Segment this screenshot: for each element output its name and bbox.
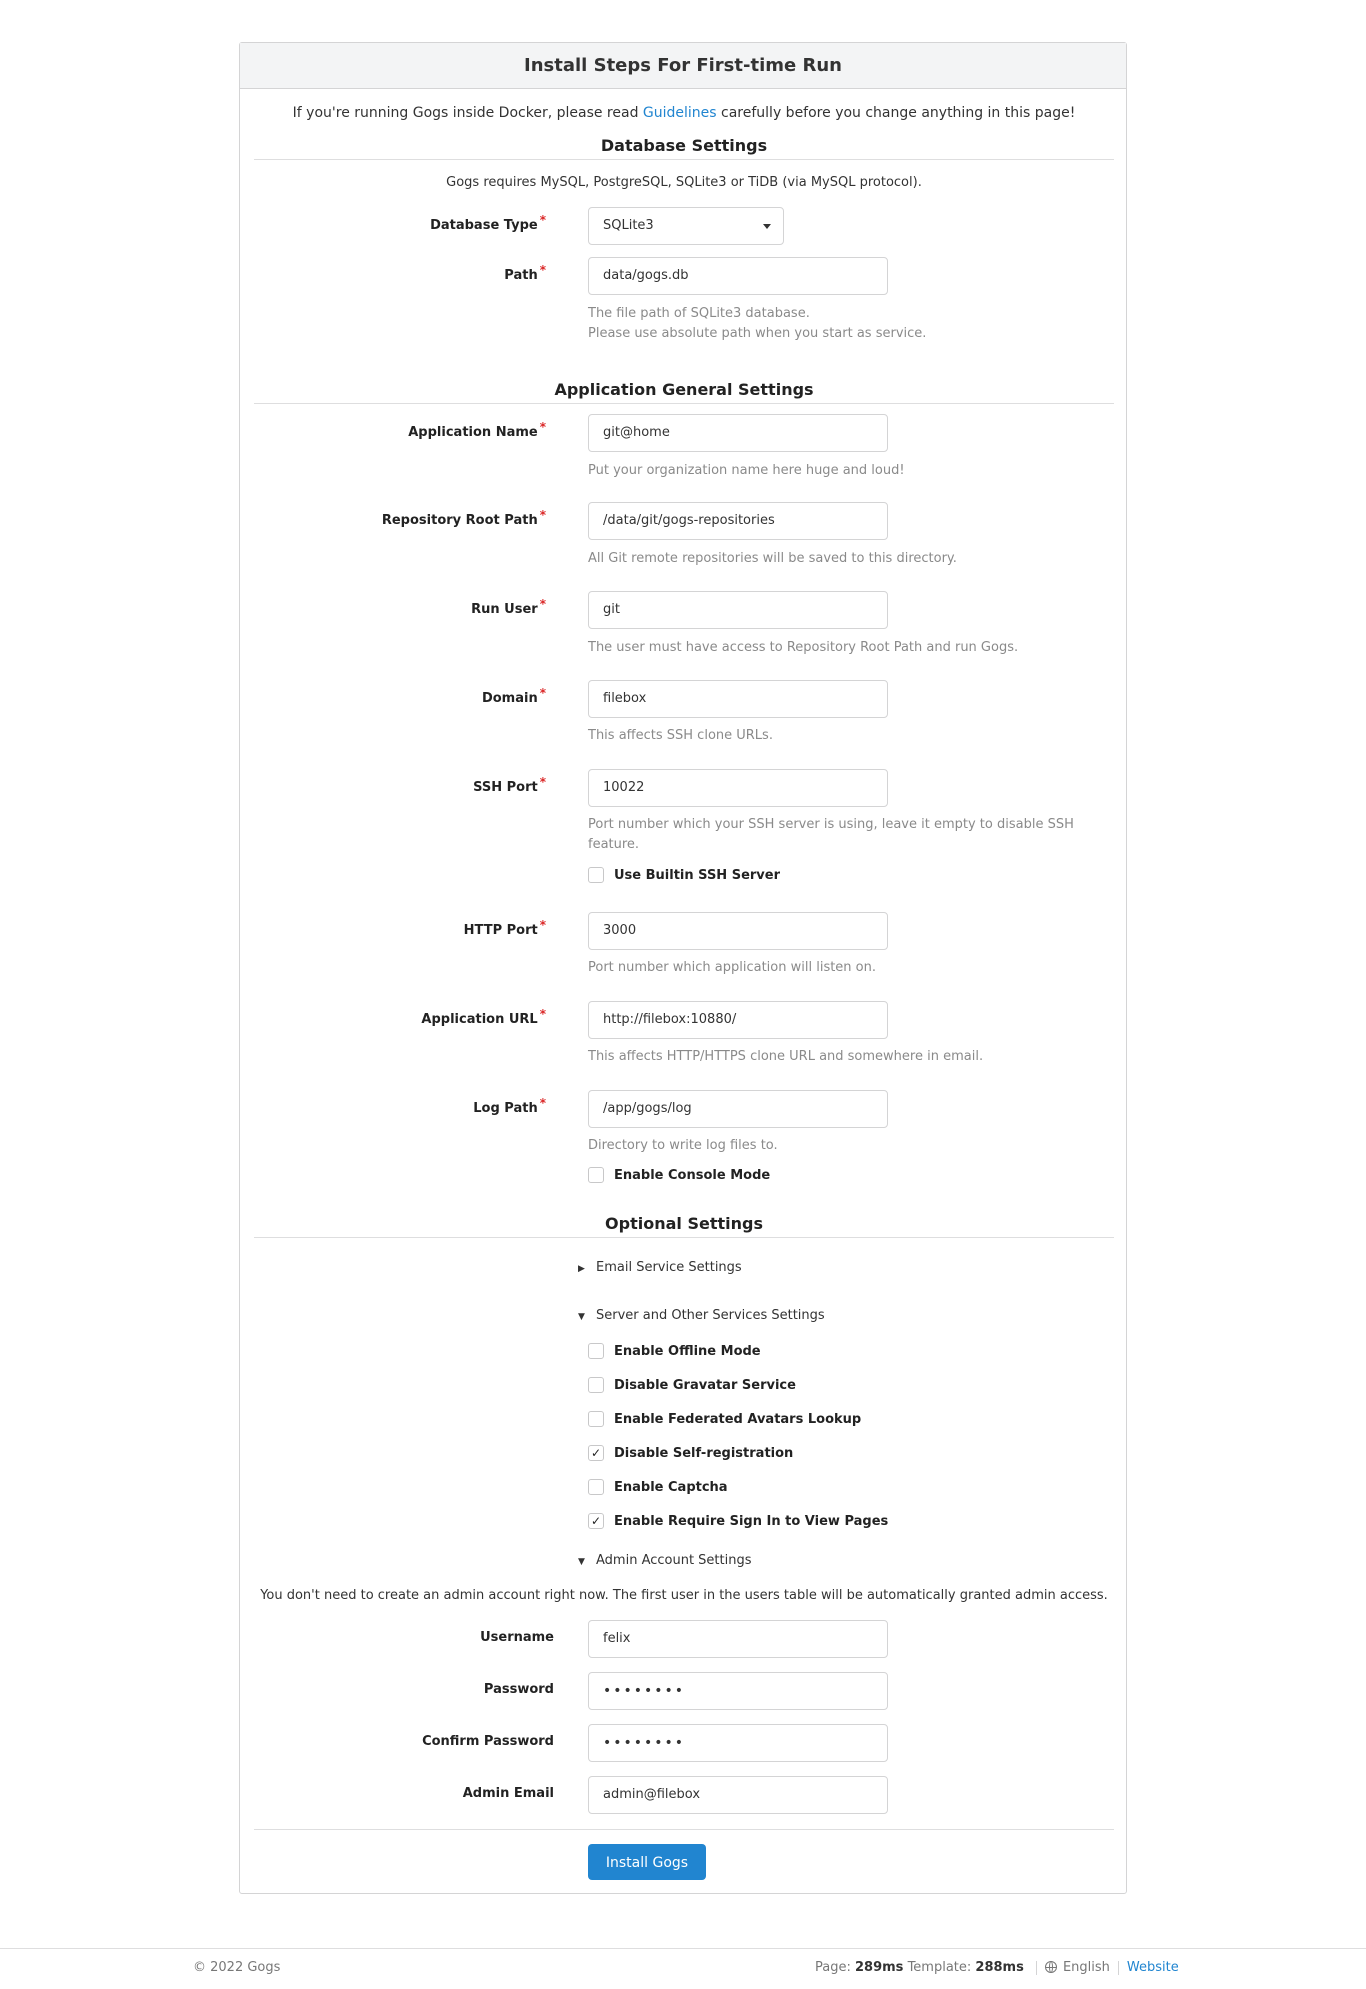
guidelines-link[interactable]: Guidelines bbox=[642, 105, 717, 121]
ssh-port-label: SSH Port * bbox=[473, 775, 546, 795]
confirm-password-label: Confirm Password bbox=[422, 1734, 554, 1749]
app-url-input[interactable]: http://filebox:10880/ bbox=[588, 1001, 888, 1039]
checkbox-box bbox=[588, 1167, 604, 1183]
log-path-label: Log Path * bbox=[473, 1096, 546, 1116]
path-help-2: Please use absolute path when you start as service. bbox=[588, 326, 927, 341]
database-type-select[interactable]: SQLite3 bbox=[588, 207, 784, 245]
footer-divider bbox=[0, 1948, 1366, 1949]
website-link[interactable]: Website bbox=[1126, 1960, 1179, 1975]
offline-mode-checkbox[interactable]: Enable Offline Mode bbox=[588, 1343, 761, 1363]
optional-settings-title: Optional Settings bbox=[254, 1214, 1114, 1238]
run-user-input[interactable]: git bbox=[588, 591, 888, 629]
caret-down-icon: ▼ bbox=[578, 1312, 585, 1322]
repo-root-label: Repository Root Path * bbox=[381, 508, 546, 528]
database-note: Gogs requires MySQL, PostgreSQL, SQLite3 or TiDB (via MySQL protocol). bbox=[446, 175, 922, 190]
password-input[interactable]: •••••••• bbox=[588, 1672, 888, 1710]
require-signin-checkbox[interactable]: ✓ Enable Require Sign In to View Pages bbox=[588, 1513, 888, 1533]
repo-root-help: All Git remote repositories will be saved to this directory. bbox=[588, 551, 957, 566]
repo-root-input[interactable]: /data/git/gogs-repositories bbox=[588, 502, 888, 540]
password-label: Password bbox=[483, 1682, 554, 1697]
disable-self-registration-checkbox[interactable]: ✓ Disable Self-registration bbox=[588, 1445, 793, 1465]
http-port-input[interactable]: 3000 bbox=[588, 912, 888, 950]
domain-help: This affects SSH clone URLs. bbox=[588, 728, 773, 743]
database-path-input[interactable]: data/gogs.db bbox=[588, 257, 888, 295]
page-time: 289ms bbox=[855, 1960, 904, 1975]
path-help-1: The file path of SQLite3 database. bbox=[588, 306, 810, 321]
app-name-input[interactable]: git@home bbox=[588, 414, 888, 452]
domain-label: Domain * bbox=[481, 686, 546, 706]
ssh-port-input[interactable]: 10022 bbox=[588, 769, 888, 807]
app-name-help: Put your organization name here huge and loud! bbox=[588, 463, 905, 478]
username-input[interactable]: felix bbox=[588, 1620, 888, 1658]
admin-account-toggle[interactable]: ▼ Admin Account Settings bbox=[578, 1553, 752, 1568]
admin-email-input[interactable]: admin@filebox bbox=[588, 1776, 888, 1814]
checkbox-box bbox=[588, 1377, 604, 1393]
caret-right-icon: ▶ bbox=[578, 1264, 585, 1274]
template-time: 288ms bbox=[975, 1960, 1024, 1975]
checkbox-box bbox=[588, 1343, 604, 1359]
checkbox-box bbox=[588, 867, 604, 883]
language-selector[interactable]: English bbox=[1045, 1960, 1110, 1975]
docker-notice: If you're running Gogs inside Docker, please read Guidelines carefully before you change anything in this page! bbox=[292, 105, 1076, 121]
http-port-label: HTTP Port * bbox=[463, 918, 546, 938]
app-name-label: Application Name * bbox=[408, 420, 546, 440]
install-button[interactable]: Install Gogs bbox=[588, 1844, 706, 1880]
footer-separator bbox=[1036, 1961, 1037, 1975]
run-user-label: Run User * bbox=[471, 597, 546, 617]
builtin-ssh-checkbox[interactable]: Use Builtin SSH Server bbox=[588, 867, 780, 887]
disable-gravatar-checkbox[interactable]: Disable Gravatar Service bbox=[588, 1377, 796, 1397]
dropdown-caret-icon bbox=[763, 224, 771, 229]
email-service-toggle[interactable]: ▶ Email Service Settings bbox=[578, 1260, 742, 1275]
install-panel bbox=[239, 42, 1127, 1894]
app-url-help: This affects HTTP/HTTPS clone URL and somewhere in email. bbox=[588, 1049, 984, 1064]
caret-down-icon: ▼ bbox=[578, 1557, 585, 1567]
database-type-label: Database Type * bbox=[430, 213, 546, 233]
log-path-input[interactable]: /app/gogs/log bbox=[588, 1090, 888, 1128]
globe-icon bbox=[1045, 1961, 1057, 1973]
username-label: Username bbox=[480, 1630, 554, 1645]
footer-stats: Page: 289ms Template: 288ms English Website bbox=[815, 1960, 1179, 1975]
form-divider bbox=[254, 1829, 1114, 1830]
domain-input[interactable]: filebox bbox=[588, 680, 888, 718]
checkbox-box bbox=[588, 1411, 604, 1427]
log-path-help: Directory to write log files to. bbox=[588, 1138, 778, 1153]
footer-copyright: © 2022 Gogs bbox=[193, 1960, 281, 1975]
http-port-help: Port number which application will listen on. bbox=[588, 960, 877, 975]
admin-note: You don't need to create an admin account right now. The first user in the users table will be automatically granted admin access. bbox=[260, 1588, 1108, 1603]
app-settings-title: Application General Settings bbox=[254, 380, 1114, 404]
checkmark-icon: ✓ bbox=[588, 1513, 604, 1529]
page-title: Install Steps For First-time Run bbox=[240, 43, 1126, 89]
checkmark-icon: ✓ bbox=[588, 1445, 604, 1461]
server-services-toggle[interactable]: ▼ Server and Other Services Settings bbox=[578, 1308, 825, 1323]
footer-separator bbox=[1118, 1961, 1119, 1975]
app-url-label: Application URL * bbox=[421, 1007, 546, 1027]
admin-email-label: Admin Email bbox=[462, 1786, 554, 1801]
federated-avatars-checkbox[interactable]: Enable Federated Avatars Lookup bbox=[588, 1411, 861, 1431]
path-label: Path * bbox=[504, 263, 546, 283]
ssh-port-help: Port number which your SSH server is using, leave it empty to disable SSH feature. bbox=[588, 817, 1074, 852]
enable-captcha-checkbox[interactable]: Enable Captcha bbox=[588, 1479, 728, 1499]
run-user-help: The user must have access to Repository Root Path and run Gogs. bbox=[588, 640, 1019, 655]
console-mode-checkbox[interactable]: Enable Console Mode bbox=[588, 1167, 770, 1187]
database-settings-title: Database Settings bbox=[254, 136, 1114, 160]
checkbox-box bbox=[588, 1479, 604, 1495]
confirm-password-input[interactable]: •••••••• bbox=[588, 1724, 888, 1762]
